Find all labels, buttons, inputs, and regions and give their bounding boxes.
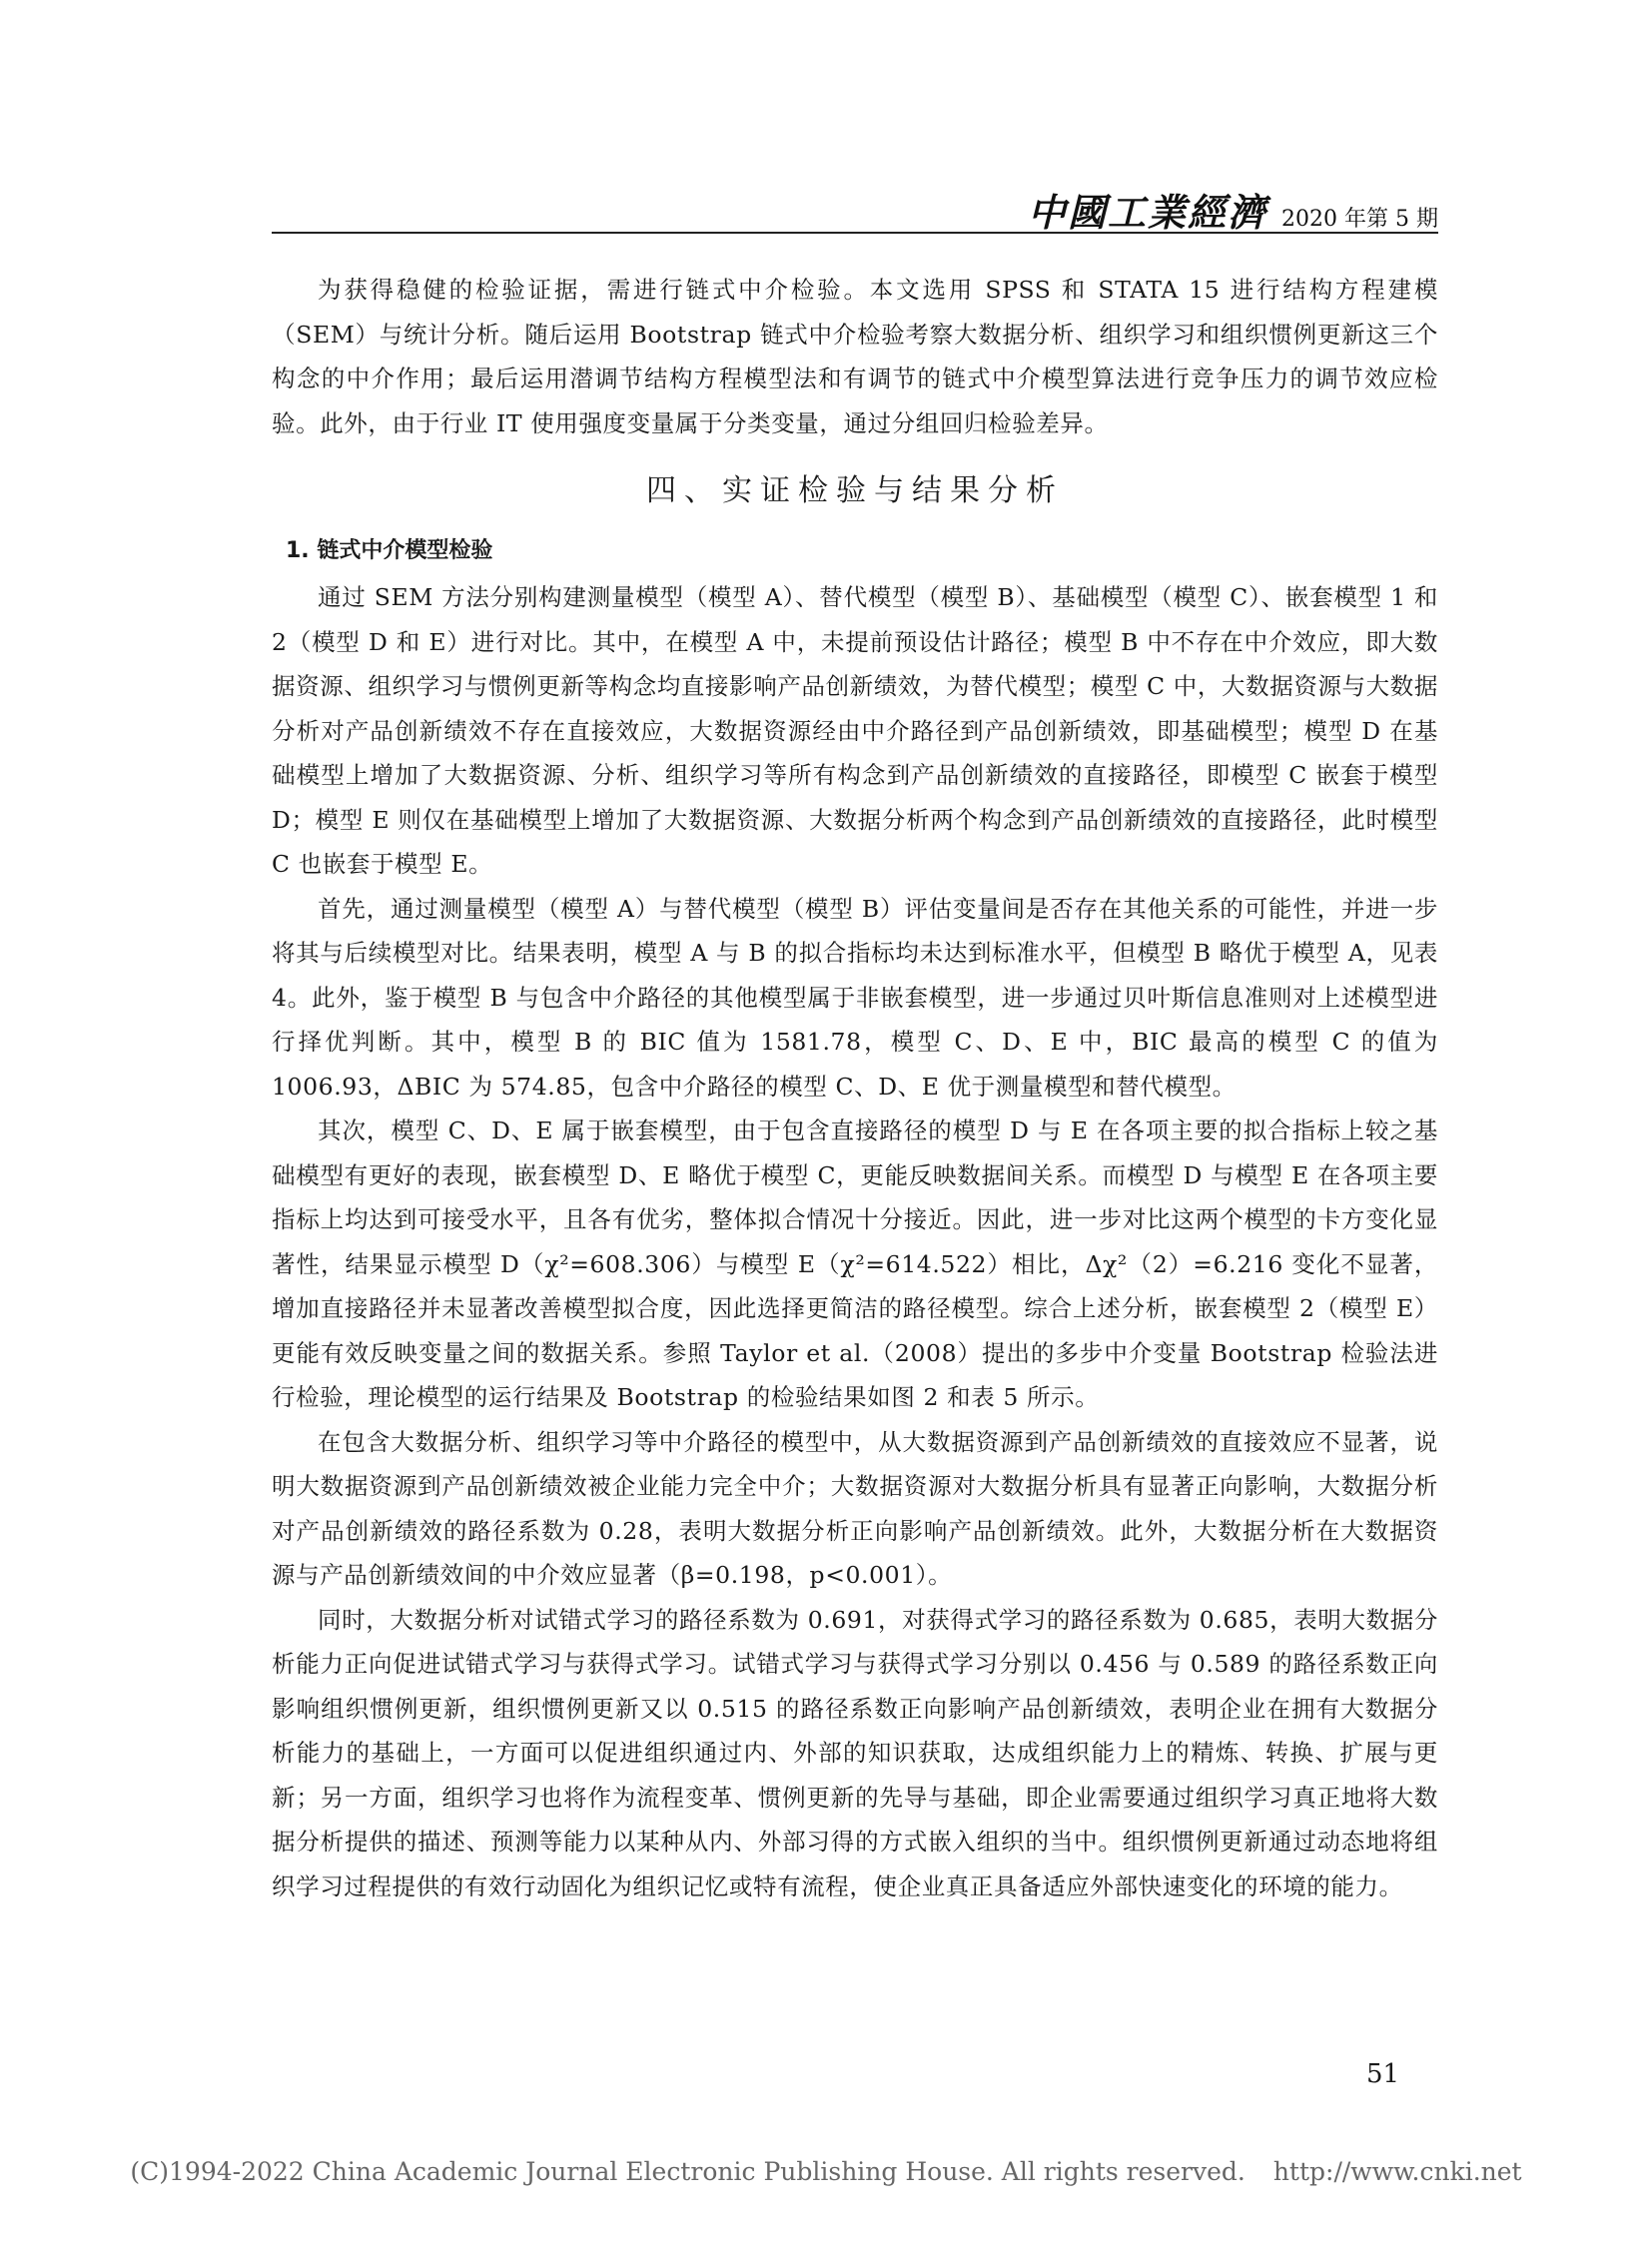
footer-url[interactable]: http://www.cnki.net: [1272, 2157, 1522, 2186]
paragraph-direct-effect: 在包含大数据分析、组织学习等中介路径的模型中，从大数据资源到产品创新绩效的直接效应不显著，说明大数据资源到产品创新绩效被企业能力完全中介；大数据资源对大数据分析具有显著正向影响，大数据分析对产品创新绩效的路径系数为 0.28，表明大数据分析正向影响产品创新绩效。此外，大数据分析在大数据资源与产品创新绩效间的中介效应显著（β=0.198，p<0.001）。: [272, 1427, 1438, 1589]
paragraph-first-comparison: 首先，通过测量模型（模型 A）与替代模型（模型 B）评估变量间是否存在其他关系的可能性，并进一步将其与后续模型对比。结果表明，模型 A 与 B 的拟合指标均未达到标准水平，但模型 B 略优于模型 A，见表 4。此外，鉴于模型 B 与包含中介路径的其他模型属于非嵌套模型，进一步通过贝叶斯信息准则对上述模型进行择优判断。其中，模型 B 的 BIC 值为 1581.78，模型 C、D、E 中，BIC 最高的模型 C 的值为 1006.93，ΔBIC 为 574.85，包含中介路径的模型 C、D、E 优于测量模型和替代模型。: [272, 894, 1438, 1101]
paragraph-models: 通过 SEM 方法分别构建测量模型（模型 A）、替代模型（模型 B）、基础模型（模型 C）、嵌套模型 1 和 2（模型 D 和 E）进行对比。其中，在模型 A 中，未提前预设估计路径；模型 B 中不存在中介效应，即大数据资源、组织学习与惯例更新等构念均直接影响产品创新绩效，为替代模型；模型 C 中，大数据资源与大数据分析对产品创新绩效不存在直接效应，大数据资源经由中介路径到产品创新绩效，即基础模型；模型 D 在基础模型上增加了大数据资源、分析、组织学习等所有构念到产品创新绩效的直接路径，即模型 C 嵌套于模型 D；模型 E 则仅在基础模型上增加了大数据资源、大数据分析两个构念到产品创新绩效的直接路径，此时模型 C 也嵌套于模型 E。: [272, 583, 1438, 878]
subsection-title: 1. 链式中介模型检验: [286, 538, 493, 563]
page-number: 51: [1366, 2059, 1400, 2089]
intro-paragraph: 为获得稳健的检验证据，需进行链式中介检验。本文选用 SPSS 和 STATA 15 进行结构方程建模（SEM）与统计分析。随后运用 Bootstrap 链式中介检验考察大数据分析、组织学习和组织惯例更新这三个构念的中介作用；最后运用潜调节结构方程模型法和有调节的链式中介模型算法进行竞争压力的调节效应检验。此外，由于行业 IT 使用强度变量属于分类变量，通过分组回归检验差异。: [272, 276, 1438, 437]
copyright-notice: (C)1994-2022 China Academic Journal Electronic Publishing House. All rights reserved.: [130, 2157, 1245, 2186]
journal-name: 中國工業經濟: [1028, 191, 1268, 235]
journal-masthead: [1028, 182, 1438, 237]
footer: [0, 2157, 1652, 2186]
issue-label: 2020 年第 5 期: [1281, 207, 1438, 232]
running-header: [272, 186, 1438, 234]
paragraph-learning-paths: 同时，大数据分析对试错式学习的路径系数为 0.691，对获得式学习的路径系数为 0.685，表明大数据分析能力正向促进试错式学习与获得式学习。试错式学习与获得式学习分别以 0.456 与 0.589 的路径系数正向影响组织惯例更新，组织惯例更新又以 0.515 的路径系数正向影响产品创新绩效，表明企业在拥有大数据分析能力的基础上，一方面可以促进组织通过内、外部的知识获取，达成组织能力上的精炼、转换、扩展与更新；另一方面，组织学习也将作为流程变革、惯例更新的先导与基础，即企业需要通过组织学习真正地将大数据分析提供的描述、预测等能力以某种从内、外部习得的方式嵌入组织的当中。组织惯例更新通过动态地将组织学习过程提供的有效行动固化为组织记忆或特有流程，使企业真正具备适应外部快速变化的环境的能力。: [272, 1605, 1438, 1900]
section-title: 四、实证检验与结果分析: [646, 473, 1064, 508]
paragraph-nested-models: 其次，模型 C、D、E 属于嵌套模型，由于包含直接路径的模型 D 与 E 在各项主要的拟合指标上较之基础模型有更好的表现，嵌套模型 D、E 略优于模型 C，更能反映数据间关系。而模型 D 与模型 E 在各项主要指标上均达到可接受水平，且各有优劣，整体拟合情况十分接近。因此，进一步对比这两个模型的卡方变化显著性，结果显示模型 D（χ²=608.306）与模型 E（χ²=614.522）相比，Δχ²（2）=6.216 变化不显著，增加直接路径并未显著改善模型拟合度，因此选择更简洁的路径模型。综合上述分析，嵌套模型 2（模型 E）更能有效反映变量之间的数据关系。参照 Taylor et al.（2008）提出的多步中介变量 Bootstrap 检验法进行检验，理论模型的运行结果及 Bootstrap 的检验结果如图 2 和表 5 所示。: [272, 1117, 1438, 1411]
article-body: [272, 268, 1438, 1908]
